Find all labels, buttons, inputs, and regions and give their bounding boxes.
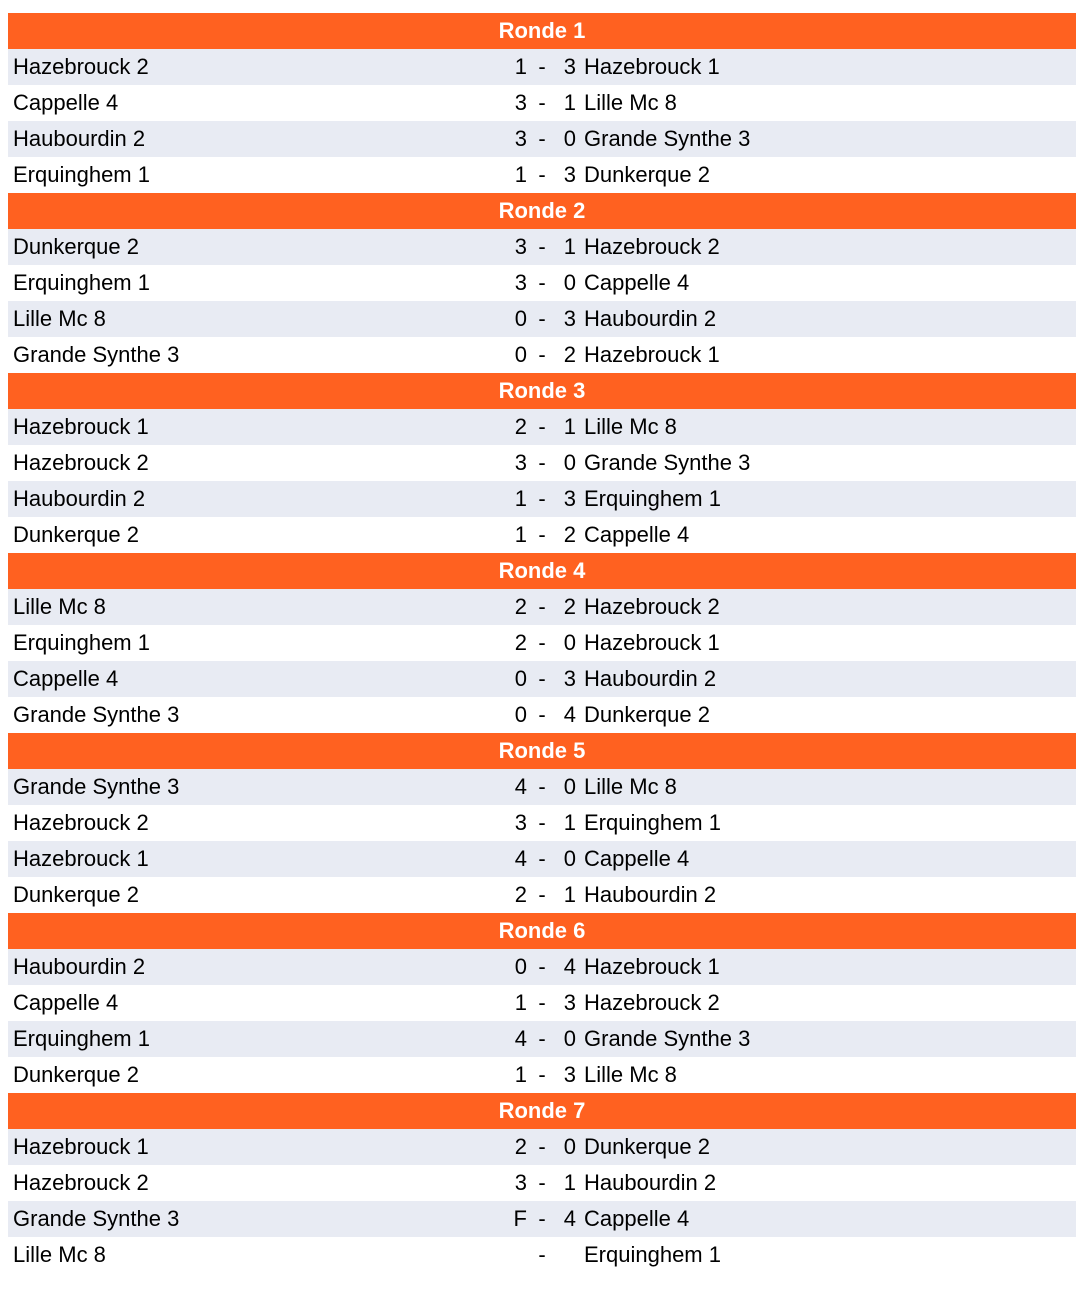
away-team: Haubourdin 2 [584,882,717,907]
match-row [8,589,1076,625]
match-row [8,517,1076,553]
away-score: 4 [563,1206,576,1231]
score-separator: - [538,306,546,331]
away-team: Erquinghem 1 [584,486,721,511]
score-separator: - [538,702,546,727]
score-separator: - [538,126,546,151]
away-score: 0 [563,774,576,799]
away-team: Hazebrouck 1 [584,630,720,655]
away-score: 1 [563,234,576,259]
round-header: Ronde 4 [8,553,1076,589]
match-row [8,877,1076,913]
home-score: 2 [514,594,527,619]
match-row [8,337,1076,373]
away-team: Dunkerque 2 [584,162,710,187]
home-team: Dunkerque 2 [13,882,139,907]
home-team: Grande Synthe 3 [13,702,180,727]
home-team: Hazebrouck 1 [13,414,149,439]
home-team: Cappelle 4 [13,90,119,115]
score-separator: - [538,270,546,295]
home-team: Haubourdin 2 [13,486,146,511]
away-team: Erquinghem 1 [584,810,721,835]
round-header: Ronde 3 [8,373,1076,409]
away-score: 0 [563,1026,576,1051]
score-separator: - [538,1242,546,1267]
home-score: 3 [514,810,527,835]
match-row [8,661,1076,697]
away-team: Cappelle 4 [584,522,690,547]
away-team: Hazebrouck 1 [584,954,720,979]
away-team: Lille Mc 8 [584,90,677,115]
away-team: Hazebrouck 2 [584,990,720,1015]
home-score: 3 [514,450,527,475]
score-separator: - [538,54,546,79]
away-team: Hazebrouck 2 [584,234,720,259]
home-team: Dunkerque 2 [13,522,139,547]
home-score: 1 [514,162,527,187]
home-score: 0 [514,306,527,331]
home-score: 1 [514,486,527,511]
score-separator: - [538,594,546,619]
home-team: Hazebrouck 2 [13,810,149,835]
score-separator: - [538,522,546,547]
match-row [8,445,1076,481]
away-score: 0 [563,270,576,295]
home-score: 1 [514,54,527,79]
match-row [8,769,1076,805]
home-score: 1 [514,990,527,1015]
match-row [8,985,1076,1021]
home-team: Erquinghem 1 [13,1026,150,1051]
home-team: Lille Mc 8 [13,306,106,331]
round-header: Ronde 2 [8,193,1076,229]
away-score: 1 [563,1170,576,1195]
away-score: 3 [563,666,576,691]
away-score: 1 [563,90,576,115]
score-separator: - [538,1026,546,1051]
match-row [8,409,1076,445]
round-section [8,1093,1076,1273]
home-score: 0 [514,666,527,691]
away-score: 3 [563,306,576,331]
home-team: Hazebrouck 1 [13,1134,149,1159]
away-team: Haubourdin 2 [584,1170,717,1195]
score-separator: - [538,342,546,367]
away-score: 3 [563,990,576,1015]
score-separator: - [538,882,546,907]
home-team: Erquinghem 1 [13,162,150,187]
home-score: F [513,1206,527,1231]
match-row [8,121,1076,157]
away-team: Lille Mc 8 [584,1062,677,1087]
away-score: 2 [563,594,576,619]
match-row [8,697,1076,733]
score-separator: - [538,162,546,187]
home-team: Grande Synthe 3 [13,342,180,367]
match-row [8,1057,1076,1093]
home-team: Lille Mc 8 [13,1242,106,1267]
home-score: 1 [514,522,527,547]
score-separator: - [538,1206,546,1231]
match-row [8,1129,1076,1165]
home-score: 0 [514,342,527,367]
away-score: 0 [563,126,576,151]
match-row [8,229,1076,265]
home-team: Grande Synthe 3 [13,1206,180,1231]
score-separator: - [538,1170,546,1195]
score-separator: - [538,774,546,799]
score-separator: - [538,234,546,259]
away-score: 1 [563,810,576,835]
round-section [8,373,1076,553]
away-team: Hazebrouck 1 [584,54,720,79]
score-separator: - [538,810,546,835]
match-row [8,301,1076,337]
match-row [8,1237,1076,1273]
round-section [8,733,1076,913]
score-separator: - [538,414,546,439]
away-score: 4 [563,702,576,727]
home-score: 3 [514,126,527,151]
away-team: Cappelle 4 [584,846,690,871]
round-header: Ronde 6 [8,913,1076,949]
home-team: Hazebrouck 2 [13,450,149,475]
round-header: Ronde 1 [8,13,1076,49]
away-score: 2 [563,342,576,367]
home-score: 0 [514,954,527,979]
home-team: Hazebrouck 2 [13,54,149,79]
away-score: 3 [563,486,576,511]
match-row [8,49,1076,85]
round-header: Ronde 7 [8,1093,1076,1129]
match-row [8,625,1076,661]
away-score: 1 [563,414,576,439]
away-team: Lille Mc 8 [584,414,677,439]
home-score: 2 [514,882,527,907]
match-row [8,157,1076,193]
home-team: Haubourdin 2 [13,954,146,979]
away-team: Cappelle 4 [584,1206,690,1231]
match-row [8,481,1076,517]
away-team: Cappelle 4 [584,270,690,295]
match-row [8,841,1076,877]
home-score: 2 [514,1134,527,1159]
away-team: Grande Synthe 3 [584,450,751,475]
score-separator: - [538,90,546,115]
away-team: Hazebrouck 2 [584,594,720,619]
score-separator: - [538,450,546,475]
score-separator: - [538,630,546,655]
round-section [8,553,1076,733]
away-team: Dunkerque 2 [584,702,710,727]
home-team: Erquinghem 1 [13,270,150,295]
score-separator: - [538,666,546,691]
home-score: 2 [514,414,527,439]
home-team: Dunkerque 2 [13,1062,139,1087]
score-separator: - [538,1134,546,1159]
away-team: Hazebrouck 1 [584,342,720,367]
score-separator: - [538,1062,546,1087]
away-score: 0 [563,846,576,871]
round-section [8,13,1076,193]
away-score: 3 [563,162,576,187]
home-team: Grande Synthe 3 [13,774,180,799]
away-score: 3 [563,1062,576,1087]
score-separator: - [538,954,546,979]
away-team: Erquinghem 1 [584,1242,721,1267]
score-separator: - [538,846,546,871]
home-team: Lille Mc 8 [13,594,106,619]
away-score: 2 [563,522,576,547]
home-score: 3 [514,90,527,115]
home-score: 3 [514,234,527,259]
away-score: 0 [563,630,576,655]
away-team: Lille Mc 8 [584,774,677,799]
match-schedule [8,13,1076,1273]
round-section [8,913,1076,1093]
home-team: Hazebrouck 2 [13,1170,149,1195]
home-score: 3 [514,270,527,295]
away-score: 0 [563,1134,576,1159]
away-team: Haubourdin 2 [584,666,717,691]
home-score: 2 [514,630,527,655]
match-row [8,1201,1076,1237]
home-team: Cappelle 4 [13,666,119,691]
home-team: Hazebrouck 1 [13,846,149,871]
home-score: 0 [514,702,527,727]
home-team: Dunkerque 2 [13,234,139,259]
match-row [8,805,1076,841]
away-team: Haubourdin 2 [584,306,717,331]
round-section [8,193,1076,373]
round-header: Ronde 5 [8,733,1076,769]
away-team: Grande Synthe 3 [584,1026,751,1051]
match-row [8,949,1076,985]
away-score: 3 [563,54,576,79]
home-score: 1 [514,1062,527,1087]
away-score: 4 [563,954,576,979]
home-score: 4 [514,774,527,799]
home-score: 4 [514,846,527,871]
home-team: Cappelle 4 [13,990,119,1015]
away-score: 0 [563,450,576,475]
home-score: 4 [514,1026,527,1051]
away-team: Dunkerque 2 [584,1134,710,1159]
match-row [8,265,1076,301]
score-separator: - [538,486,546,511]
away-team: Grande Synthe 3 [584,126,751,151]
score-separator: - [538,990,546,1015]
match-row [8,85,1076,121]
home-score: 3 [514,1170,527,1195]
away-score: 1 [563,882,576,907]
match-row [8,1165,1076,1201]
home-team: Haubourdin 2 [13,126,146,151]
home-team: Erquinghem 1 [13,630,150,655]
match-row [8,1021,1076,1057]
